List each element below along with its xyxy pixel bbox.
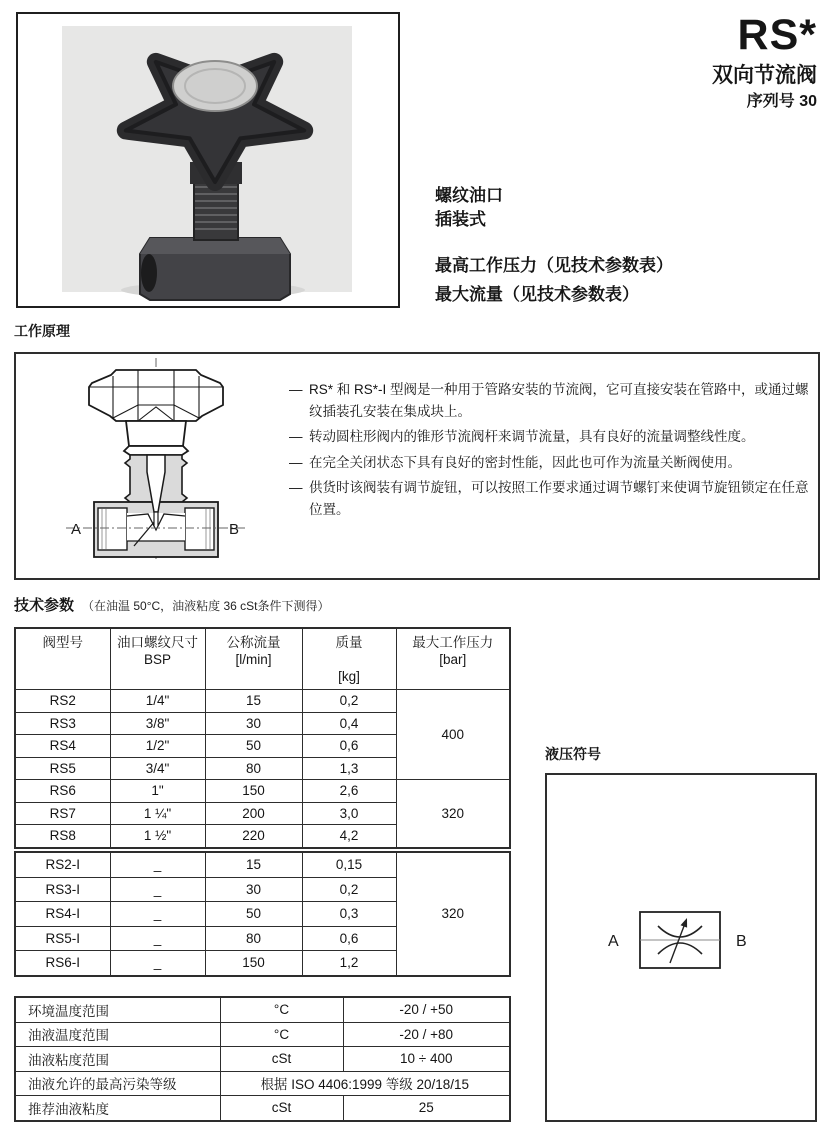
bullet-text: 在完全关闭状态下具有良好的密封性能，因此也可作为流量关断阀使用。 bbox=[309, 454, 741, 470]
params-header-cell: 油口螺纹尺寸 BSP bbox=[110, 628, 205, 690]
drawing-neck bbox=[124, 421, 188, 455]
cell-flow: 80 bbox=[205, 757, 302, 780]
cell-bsp: 1/2" bbox=[110, 735, 205, 758]
cell-bsp: 1 ¼" bbox=[110, 802, 205, 825]
bullet-text: 供货时该阀装有调节旋钮，可以按照工作要求通过调节螺钉来使调节旋钮锁定在任意位置。 bbox=[309, 480, 809, 517]
throttle-valve-symbol bbox=[600, 906, 755, 978]
cell-flow: 50 bbox=[205, 735, 302, 758]
cell-weight: 2,6 bbox=[302, 780, 396, 803]
param-row bbox=[15, 780, 510, 803]
bullet-dash: — bbox=[289, 382, 303, 397]
cell-flow: 15 bbox=[205, 690, 302, 713]
cell-model: RS6-I bbox=[15, 951, 110, 976]
feature-cartridge: 插装式 bbox=[435, 210, 486, 229]
params-header-cell: 阀型号 bbox=[15, 628, 110, 690]
feature-ports: 螺纹油口 bbox=[435, 186, 503, 205]
cell-model: RS7 bbox=[15, 802, 110, 825]
params-table-standard bbox=[14, 627, 511, 849]
cell-bsp: 3/8" bbox=[110, 712, 205, 735]
cell-model: RS3 bbox=[15, 712, 110, 735]
tech-params-title: 技术参数 bbox=[14, 597, 75, 614]
conditions-table-body bbox=[15, 997, 510, 1121]
principle-bullet bbox=[289, 452, 813, 474]
cell-model: RS8 bbox=[15, 825, 110, 848]
bullet-text: 转动圆柱形阀内的锥形节流阀杆来调节流量，具有良好的流量调整线性度。 bbox=[309, 429, 755, 444]
cell-bsp: 1 ½" bbox=[110, 825, 205, 848]
principle-bullet bbox=[289, 426, 813, 448]
tech-params-note: （在油温 50°C，油液粘度 36 cSt条件下测得） bbox=[82, 599, 330, 613]
throttle-arc-bottom bbox=[658, 943, 702, 954]
cell-max-pressure: 320 bbox=[396, 780, 510, 848]
product-name: 双向节流阀 bbox=[712, 64, 817, 87]
cell-weight: 0,6 bbox=[302, 735, 396, 758]
cell-flow: 150 bbox=[205, 951, 302, 976]
params-header-cell: 公称流量 [l/min] bbox=[205, 628, 302, 690]
bullet-dash: — bbox=[289, 429, 303, 444]
product-code: RS* bbox=[737, 11, 817, 59]
params-table-2-body bbox=[15, 852, 510, 976]
cell-weight: 0,2 bbox=[302, 877, 396, 902]
series-label: 序列号 30 bbox=[746, 93, 817, 110]
cell-flow: 200 bbox=[205, 802, 302, 825]
cell-weight: 1,3 bbox=[302, 757, 396, 780]
product-photo-frame bbox=[16, 12, 400, 308]
cell-bsp: 1" bbox=[110, 780, 205, 803]
working-principle-bullets bbox=[289, 379, 813, 524]
condition-row bbox=[15, 1047, 510, 1072]
cell-unit: cSt bbox=[220, 1096, 343, 1121]
cell-value: -20 / +80 bbox=[343, 1022, 510, 1047]
valve-cross-section-drawing bbox=[56, 356, 256, 562]
cell-bsp: _ bbox=[110, 951, 205, 976]
max-pressure-note: 最高工作压力（见技术参数表） bbox=[435, 256, 673, 275]
condition-row bbox=[15, 997, 510, 1022]
cell-condition-label: 推荐油液粘度 bbox=[15, 1096, 220, 1121]
cell-condition-label: 油液温度范围 bbox=[15, 1022, 220, 1047]
tech-params-heading bbox=[14, 594, 330, 615]
port-b-label: B bbox=[229, 521, 240, 538]
cell-weight: 1,2 bbox=[302, 951, 396, 976]
principle-bullet bbox=[289, 379, 813, 422]
cell-model: RS2-I bbox=[15, 852, 110, 877]
valve-photo-illustration bbox=[18, 14, 394, 302]
params-table-cartridge bbox=[14, 851, 511, 977]
cell-bsp: 3/4" bbox=[110, 757, 205, 780]
cell-bsp: _ bbox=[110, 877, 205, 902]
cell-model: RS4 bbox=[15, 735, 110, 758]
params-header-row bbox=[15, 628, 510, 690]
cell-weight: 3,0 bbox=[302, 802, 396, 825]
condition-row bbox=[15, 1071, 510, 1096]
feature-list bbox=[435, 184, 503, 232]
spec-notes bbox=[435, 251, 673, 309]
cell-unit: °C bbox=[220, 997, 343, 1022]
bullet-dash: — bbox=[289, 480, 303, 495]
param-row bbox=[15, 690, 510, 713]
hydraulic-symbol-title: 液压符号 bbox=[545, 746, 601, 762]
cell-model: RS6 bbox=[15, 780, 110, 803]
arrowhead bbox=[681, 918, 688, 928]
cell-weight: 0,4 bbox=[302, 712, 396, 735]
params-header-cell: 最大工作压力 [bar] bbox=[396, 628, 510, 690]
cell-model: RS3-I bbox=[15, 877, 110, 902]
cell-condition-label: 油液粘度范围 bbox=[15, 1047, 220, 1072]
drawing-knob bbox=[89, 370, 223, 421]
cell-weight: 0,2 bbox=[302, 690, 396, 713]
params-header-cell: 质量 [kg] bbox=[302, 628, 396, 690]
symbol-port-a-label: A bbox=[608, 933, 619, 950]
bullet-dash: — bbox=[289, 454, 303, 470]
cell-unit: °C bbox=[220, 1022, 343, 1047]
cell-weight: 0,6 bbox=[302, 926, 396, 951]
cell-model: RS2 bbox=[15, 690, 110, 713]
condition-row bbox=[15, 1096, 510, 1121]
cell-weight: 4,2 bbox=[302, 825, 396, 848]
port-a-label: A bbox=[71, 521, 82, 538]
cell-flow: 220 bbox=[205, 825, 302, 848]
cell-condition-label: 环境温度范围 bbox=[15, 997, 220, 1022]
brand-block bbox=[712, 12, 817, 111]
cell-model: RS5-I bbox=[15, 926, 110, 951]
cell-condition-merged: 根据 ISO 4406:1999 等级 20/18/15 bbox=[220, 1071, 510, 1096]
cell-bsp: _ bbox=[110, 852, 205, 877]
cell-flow: 150 bbox=[205, 780, 302, 803]
condition-row bbox=[15, 1022, 510, 1047]
cell-weight: 0,3 bbox=[302, 902, 396, 927]
cell-bsp: 1/4" bbox=[110, 690, 205, 713]
cell-value: -20 / +50 bbox=[343, 997, 510, 1022]
symbol-port-b-label: B bbox=[736, 933, 747, 950]
cell-model: RS5 bbox=[15, 757, 110, 780]
max-flow-note: 最大流量（见技术参数表） bbox=[435, 285, 639, 304]
working-principle-title: 工作原理 bbox=[14, 323, 70, 339]
cell-value: 10 ÷ 400 bbox=[343, 1047, 510, 1072]
cell-max-pressure: 400 bbox=[396, 690, 510, 780]
cell-max-pressure: 320 bbox=[396, 852, 510, 976]
principle-bullet bbox=[289, 477, 813, 520]
cell-flow: 50 bbox=[205, 902, 302, 927]
conditions-table bbox=[14, 996, 511, 1122]
param-row bbox=[15, 852, 510, 877]
cell-flow: 80 bbox=[205, 926, 302, 951]
cell-unit: cSt bbox=[220, 1047, 343, 1072]
cell-bsp: _ bbox=[110, 902, 205, 927]
cell-flow: 30 bbox=[205, 712, 302, 735]
cell-weight: 0,15 bbox=[302, 852, 396, 877]
cell-bsp: _ bbox=[110, 926, 205, 951]
cell-flow: 15 bbox=[205, 852, 302, 877]
cell-value: 25 bbox=[343, 1096, 510, 1121]
port-hole bbox=[141, 254, 157, 292]
cell-flow: 30 bbox=[205, 877, 302, 902]
cell-model: RS4-I bbox=[15, 902, 110, 927]
params-table-1-body bbox=[15, 690, 510, 848]
bullet-text: RS* 和 RS*-I 型阀是一种用于管路安装的节流阀，它可直接安装在管路中，或通过螺纹插装孔安装在集成块上。 bbox=[309, 382, 809, 419]
cell-condition-label: 油液允许的最高污染等级 bbox=[15, 1071, 220, 1096]
